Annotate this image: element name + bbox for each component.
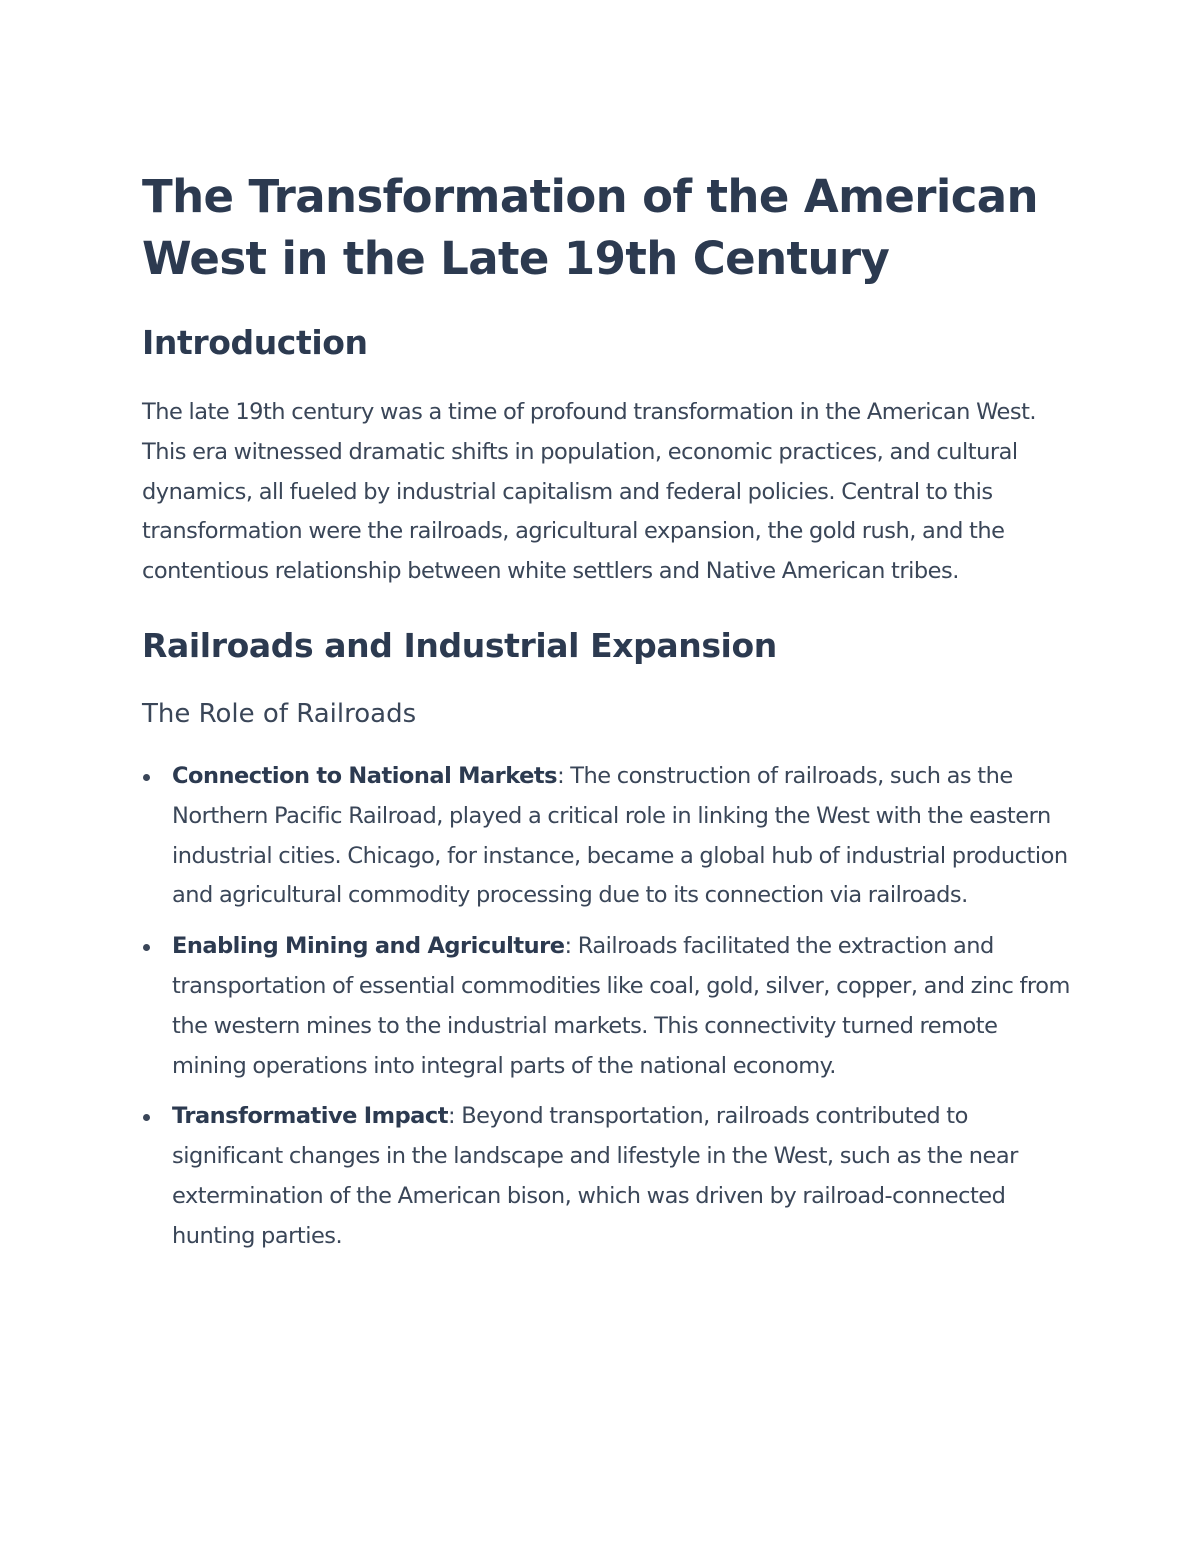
list-item [142, 757, 1072, 916]
bullet-text: : Beyond transportation, railroads contributed to significant changes in the landscape and lifestyle in the West, such as the near extermination of the American bison, which was driven by railroad-connected hunting parties. [172, 1103, 1018, 1249]
section-heading-introduction: Introduction [142, 323, 368, 362]
railroads-bullet-list [142, 757, 1072, 1257]
introduction-paragraph: The late 19th century was a time of profound transformation in the American West. This era witnessed dramatic shifts in population, economic practices, and cultural dynamics, all fueled by industrial capitalism and federal policies. Central to this transformation were the railroads, agricultural expansion, the gold rush, and the contentious relationship between white settlers and Native American tribes. [142, 399, 1037, 585]
bullet-term: Connection to National Markets [172, 762, 558, 789]
section-heading-railroads: Railroads and Industrial Expansion [142, 625, 777, 665]
document-page [142, 166, 1072, 1268]
subsection-heading-role-of-railroads: The Role of Railroads [142, 698, 417, 729]
document-title: The Transformation of the American West in the Late 19th Century [142, 170, 1038, 285]
list-item [142, 927, 1072, 1086]
bullet-icon [143, 944, 150, 951]
bullet-text: : The construction of railroads, such as the Northern Pacific Railroad, played a critical role in linking the West with the eastern industrial cities. Chicago, for instance, became a global hub of industrial production and agricultural commodity processing due to its connection via railroads. [172, 762, 1068, 909]
bullet-term: Transformative Impact [172, 1103, 448, 1130]
list-item [142, 1097, 1072, 1256]
bullet-icon [143, 774, 150, 781]
bullet-term: Enabling Mining and Agriculture [172, 933, 565, 960]
bullet-icon [143, 1114, 150, 1121]
bullet-text: : Railroads facilitated the extraction and transportation of essential commodities like coal, gold, silver, copper, and zinc from the western mines to the industrial markets. This connectivity turned remote mining operations into integral parts of the national economy. [172, 933, 1070, 1079]
